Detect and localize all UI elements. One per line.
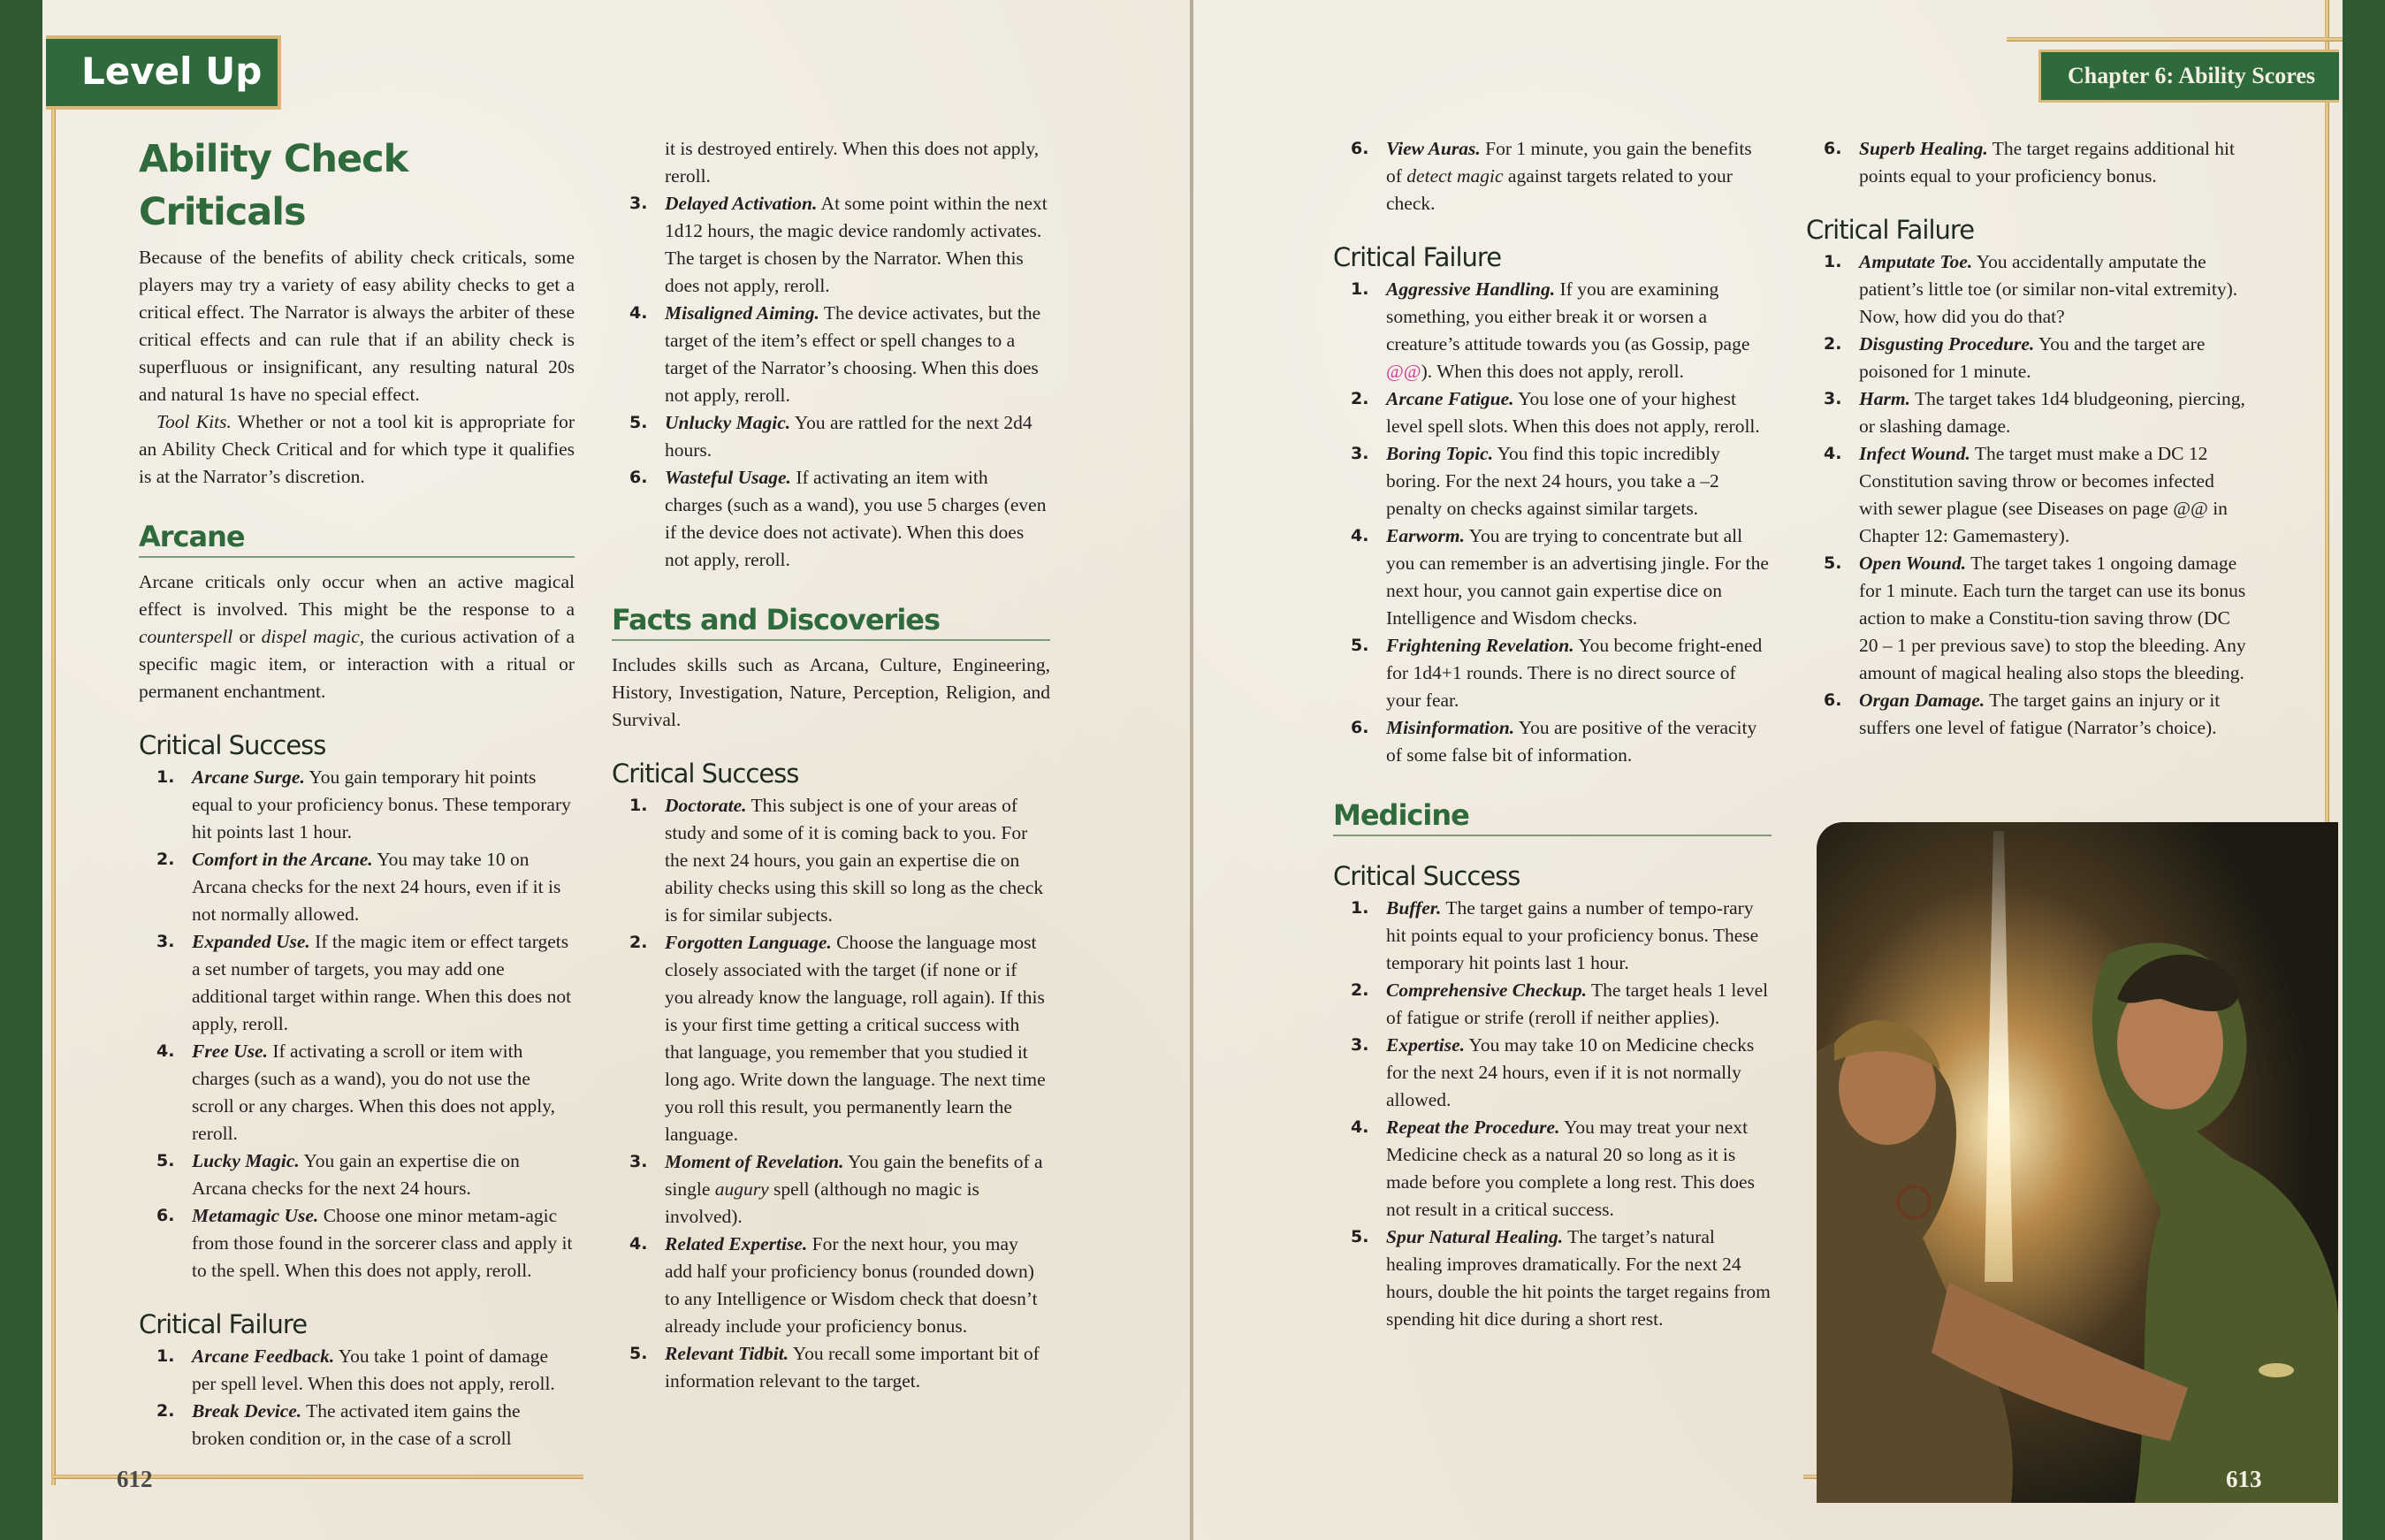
- item-text: If you are examining something, you either break it or worsen a creature’s attitude towards you (as Gossip, page: [1386, 278, 1750, 355]
- list-item: [1333, 1224, 1772, 1333]
- item-term: Frightening Revelation.: [1386, 635, 1574, 656]
- item-number: 4.: [629, 1234, 648, 1254]
- item-term: Related Expertise.: [665, 1233, 808, 1254]
- arcane-failure-list-cont: [612, 135, 1050, 574]
- item-number: 6.: [1824, 690, 1842, 710]
- facts-critical-failure-heading: Critical Failure: [1333, 242, 1502, 272]
- item-text: Choose one minor metam-agic from those found in the sorcerer class and apply it to the spell. When this does not apply, reroll.: [192, 1205, 573, 1281]
- list-item: [612, 1340, 1050, 1395]
- item-number: 4.: [1351, 526, 1369, 545]
- item-term: Relevant Tidbit.: [665, 1343, 789, 1364]
- page-gutter: [1190, 0, 1193, 1540]
- item-text: The target heals 1 level of fatigue or strife (reroll if neither applies).: [1386, 980, 1769, 1028]
- item-term: Delayed Activation.: [665, 193, 818, 214]
- arcane-text-2: or: [232, 626, 262, 647]
- item-number: 4.: [1824, 444, 1842, 463]
- item-term: Expertise.: [1386, 1034, 1465, 1056]
- item-text: You become fright-ened for 1d4+1 rounds. There is no direct source of your fear.: [1386, 635, 1763, 711]
- item-term: Superb Healing.: [1859, 138, 1988, 159]
- item-number: 1.: [1824, 252, 1842, 271]
- item-text: You and the target are poisoned for 1 minute.: [1859, 333, 2206, 382]
- item-term: Earworm.: [1386, 525, 1466, 546]
- item-term: Expanded Use.: [192, 931, 310, 952]
- healing-illustration-art: [1817, 822, 2338, 1503]
- item-text: Choose the language most closely associated with the target (if none or if you already know the language, roll again). If this is your first time getting a critical success with that language, you remember that you studied it long ago. Write down the language. The next time you roll this result, you permanently learn the language.: [665, 932, 1046, 1145]
- detect-magic-term: detect magic: [1406, 165, 1504, 187]
- list-item: [1333, 276, 1772, 385]
- item-number: 2.: [1351, 980, 1369, 1000]
- item-text: You find this topic incredibly boring. For the next 24 hours, you take a –2 penalty on checks against similar targets.: [1386, 443, 1720, 519]
- item-term: Forgotten Language.: [665, 932, 832, 953]
- item-text-2: spell (although no magic is involved).: [665, 1178, 979, 1227]
- list-item: [1333, 1114, 1772, 1224]
- list-item: [1333, 135, 1772, 217]
- item-number: 6.: [629, 468, 648, 487]
- item-text: You may treat your next Medicine check as a natural 20 so long as it is made before you complete a long rest. This does not result in a critical success.: [1386, 1117, 1755, 1220]
- item-term: Harm.: [1859, 388, 1910, 409]
- column-2: [612, 135, 1050, 1395]
- item-number: 2.: [156, 850, 175, 869]
- item-number: 4.: [1351, 1117, 1369, 1137]
- arcane-success-list: [139, 764, 575, 1285]
- item-number: 5.: [629, 1344, 648, 1363]
- list-item: [1333, 440, 1772, 522]
- list-item: [139, 1343, 575, 1398]
- list-item: [1333, 632, 1772, 714]
- item-number: 3.: [1351, 444, 1369, 463]
- item-term: Arcane Fatigue.: [1386, 388, 1514, 409]
- item-number: 1.: [156, 1346, 175, 1366]
- item-term: Break Device.: [192, 1400, 302, 1422]
- item-term: Unlucky Magic.: [665, 412, 791, 433]
- facts-heading: Facts and Discoveries: [612, 600, 1050, 641]
- item-term: Organ Damage.: [1859, 690, 1985, 711]
- arcane-critical-failure-heading: Critical Failure: [139, 1309, 308, 1339]
- arcane-failure-list: [139, 1343, 575, 1452]
- augury-term: augury: [714, 1178, 769, 1200]
- list-item: [612, 190, 1050, 300]
- gold-border-left: [51, 106, 56, 1485]
- item-text: For 1 minute, you gain the benefits of: [1386, 138, 1752, 187]
- medicine-critical-success-heading: Critical Success: [1333, 861, 1520, 891]
- list-item: [139, 764, 575, 846]
- item-term: Lucky Magic.: [192, 1150, 300, 1171]
- list-item: [1333, 895, 1772, 977]
- list-item: [612, 1148, 1050, 1231]
- list-item: [1806, 248, 2248, 331]
- item-number: 3.: [156, 932, 175, 951]
- toolkits-term: Tool Kits.: [156, 411, 232, 432]
- item-term: Arcane Feedback.: [192, 1346, 335, 1367]
- item-number: 3.: [629, 194, 648, 213]
- item-term: Infect Wound.: [1859, 443, 1970, 464]
- gold-border-top-right: [2007, 37, 2343, 42]
- item-text: If activating a scroll or item with charges (such as a wand), you do not use the scroll or any charges. When this does not apply, reroll.: [192, 1041, 555, 1144]
- item-text-2: against targets related to your check.: [1386, 165, 1733, 214]
- item-text: You may take 10 on Medicine checks for the next 24 hours, even if it is not normally allowed.: [1386, 1034, 1755, 1110]
- item-text: The target must make a DC 12 Constitution saving throw or becomes infected with sewer plague (see Diseases on page @@ in Chapter 12: Gamemastery).: [1859, 443, 2228, 546]
- counterspell-term: counterspell: [139, 626, 233, 647]
- list-item: [1806, 331, 2248, 385]
- item-term: Buffer.: [1386, 897, 1442, 919]
- item-text: it is destroyed entirely. When this does not apply, reroll.: [665, 138, 1040, 187]
- item-term: Moment of Revelation.: [665, 1151, 844, 1172]
- medicine-success-list: [1333, 895, 1772, 1333]
- item-text: The target regains additional hit points equal to your proficiency bonus.: [1859, 138, 2235, 187]
- item-number: 2.: [1824, 334, 1842, 354]
- healing-illustration: [1817, 822, 2338, 1503]
- item-number: 6.: [156, 1206, 175, 1225]
- arcane-paragraph: [139, 568, 575, 705]
- list-item: [139, 1038, 575, 1147]
- item-text: For the next hour, you may add half your proficiency bonus (rounded down) to any Intelligence or Wisdom check that doesn’t already include your proficiency bonus.: [665, 1233, 1038, 1337]
- item-term: Misinformation.: [1386, 717, 1515, 738]
- item-number: 1.: [1351, 279, 1369, 299]
- level-up-tab: [46, 35, 281, 110]
- item-number: 4.: [629, 303, 648, 323]
- toolkits-paragraph: [139, 408, 575, 491]
- item-text: The target takes 1 ongoing damage for 1 minute. Each turn the target can use its bonus action to make a Constitu-tion saving throw (DC 20 – 1 per previous save) to stop the bleeding. Any amount of magical healing also stops the bleeding.: [1859, 553, 2246, 683]
- item-term: Amputate Toe.: [1859, 251, 1973, 272]
- medicine-critical-failure-heading: Critical Failure: [1806, 215, 1975, 245]
- list-item: [1806, 385, 2248, 440]
- list-item: [612, 1231, 1050, 1340]
- item-number: 1.: [156, 767, 175, 787]
- list-item: [612, 792, 1050, 929]
- intro-paragraph: Because of the benefits of ability check criticals, some players may try a variety of easy ability checks to get a critical effect. The Narrator is always the arbiter of these critical effects and can rule that if an ability check is superfluous or insignificant, any resulting natural 20s and natural 1s have no special effect.: [139, 247, 575, 405]
- list-item: [139, 1202, 575, 1285]
- list-item: [612, 464, 1050, 574]
- item-number: 3.: [629, 1152, 648, 1171]
- item-term: Arcane Surge.: [192, 766, 305, 788]
- item-number: 3.: [1351, 1035, 1369, 1055]
- list-item: [1806, 550, 2248, 687]
- item-number: 2.: [156, 1401, 175, 1421]
- item-number: 5.: [1351, 636, 1369, 655]
- item-number: 1.: [629, 796, 648, 815]
- item-term: Free Use.: [192, 1041, 268, 1062]
- chapter-label: Chapter 6: Ability Scores: [2068, 63, 2315, 88]
- list-item: [1333, 385, 1772, 440]
- item-text: You may take 10 on Arcana checks for the next 24 hours, even if it is not normally allowed.: [192, 849, 561, 925]
- column-4: [1806, 135, 2248, 742]
- item-text: The device activates, but the target of the item’s effect or spell changes to a target of the Narrator’s choosing. When this does not apply, reroll.: [665, 302, 1041, 406]
- arcane-critical-success-heading: Critical Success: [139, 730, 326, 760]
- list-item: [1806, 135, 2248, 190]
- item-term: View Auras.: [1386, 138, 1481, 159]
- item-number: 5.: [629, 413, 648, 432]
- list-item: [1333, 1032, 1772, 1114]
- item-text: You gain temporary hit points equal to your proficiency bonus. These temporary hit points last 1 hour.: [192, 766, 571, 842]
- item-number: 1.: [1351, 898, 1369, 918]
- facts-success-list: [612, 792, 1050, 1395]
- list-item: [1806, 440, 2248, 550]
- page-number-right: 613: [2226, 1466, 2262, 1492]
- item-number: 5.: [1824, 553, 1842, 573]
- list-item-continued: [612, 135, 1050, 190]
- page-ref-placeholder: @@: [1386, 361, 1421, 382]
- item-number: 5.: [1351, 1227, 1369, 1246]
- facts-success-list-cont: [1333, 135, 1772, 217]
- candle-glow: [2259, 1363, 2294, 1377]
- item-term: Boring Topic.: [1386, 443, 1494, 464]
- item-term: Comprehensive Checkup.: [1386, 980, 1587, 1001]
- item-term: Repeat the Procedure.: [1386, 1117, 1560, 1138]
- item-text: The target gains a number of tempo-rary hit points equal to your proficiency bonus. These temporary hit points last 1 hour.: [1386, 897, 1759, 973]
- arcane-text-3: the curious activation of a specific magic item, or interaction with a ritual or permanent enchantment.: [139, 626, 575, 702]
- item-text: You recall some important bit of information relevant to the target.: [665, 1343, 1040, 1391]
- item-term: Wasteful Usage.: [665, 467, 791, 488]
- list-item: [1333, 714, 1772, 769]
- item-text: You are positive of the veracity of some false bit of information.: [1386, 717, 1757, 766]
- item-text: You take 1 point of damage per spell level. When this does not apply, reroll.: [192, 1346, 555, 1394]
- dispel-magic-term: dispel magic,: [261, 626, 365, 647]
- facts-paragraph: Includes skills such as Arcana, Culture, Engineering, History, Investigation, Nature, Perception, Religion, and Survival.: [612, 654, 1050, 730]
- item-term: Doctorate.: [665, 795, 747, 816]
- arcane-heading: Arcane: [139, 517, 575, 558]
- list-item: [612, 300, 1050, 409]
- item-text: If the magic item or effect targets a set number of targets, you may add one additional target within range. When this does not apply, reroll.: [192, 931, 572, 1034]
- item-number: 2.: [1351, 389, 1369, 408]
- item-text: You gain the benefits of a single: [665, 1151, 1043, 1200]
- column-1: [139, 133, 575, 1452]
- item-term: Aggressive Handling.: [1386, 278, 1556, 300]
- item-number: 4.: [156, 1041, 175, 1061]
- item-text: If activating an item with charges (such as a wand), you use 5 charges (even if the device does not activate). When this does not apply, reroll.: [665, 467, 1047, 570]
- chapter-tab: [2038, 50, 2339, 103]
- item-text-2: ). When this does not apply, reroll.: [1421, 361, 1684, 382]
- medicine-failure-list: [1806, 248, 2248, 742]
- page-number-left: 612: [117, 1466, 153, 1492]
- item-term: Spur Natural Healing.: [1386, 1226, 1564, 1247]
- item-text: This subject is one of your areas of study and some of it is coming back to you. For the next 24 hours, you gain an expertise die on ability checks using this skill so long as the check is for similar subjects.: [665, 795, 1044, 926]
- list-item: [139, 1398, 575, 1452]
- item-text: The target takes 1d4 bludgeoning, piercing, or slashing damage.: [1859, 388, 2245, 437]
- item-text: You gain an expertise die on Arcana checks for the next 24 hours.: [192, 1150, 520, 1199]
- facts-failure-list: [1333, 276, 1772, 769]
- list-item: [139, 1147, 575, 1202]
- item-term: Open Wound.: [1859, 553, 1967, 574]
- list-item: [1333, 522, 1772, 632]
- item-number: 2.: [629, 933, 648, 952]
- item-number: 6.: [1824, 139, 1842, 158]
- item-term: Misaligned Aiming.: [665, 302, 819, 324]
- item-text: You lose one of your highest level spell slots. When this does not apply, reroll.: [1386, 388, 1760, 437]
- item-term: Disgusting Procedure.: [1859, 333, 2035, 355]
- list-item: [612, 409, 1050, 464]
- level-up-label: Level Up: [81, 50, 263, 93]
- item-text: At some point within the next 1d12 hours, the magic device randomly activates. The target is chosen by the Narrator. When this does not apply, reroll.: [665, 193, 1048, 296]
- list-item: [139, 846, 575, 928]
- medicine-heading: Medicine: [1333, 796, 1772, 836]
- item-text: The target gains an injury or it suffers one level of fatigue (Narrator’s choice).: [1859, 690, 2221, 738]
- item-term: Comfort in the Arcane.: [192, 849, 373, 870]
- item-number: 6.: [1351, 718, 1369, 737]
- item-text: You are rattled for the next 2d4 hours.: [665, 412, 1032, 461]
- arcane-text-1: Arcane criticals only occur when an active magical effect is involved. This might be the response to a: [139, 571, 575, 620]
- section-title: Ability Check Criticals: [139, 137, 408, 234]
- column-3: [1333, 135, 1772, 1333]
- facts-critical-success-heading: Critical Success: [612, 759, 799, 789]
- item-number: 5.: [156, 1151, 175, 1170]
- item-text: The target’s natural healing improves dramatically. For the next 24 hours, double the hit points the target regains from spending hit dice during a short rest.: [1386, 1226, 1771, 1330]
- list-item: [1333, 977, 1772, 1032]
- list-item: [612, 929, 1050, 1148]
- item-term: Metamagic Use.: [192, 1205, 319, 1226]
- item-number: 6.: [1351, 139, 1369, 158]
- item-number: 3.: [1824, 389, 1842, 408]
- item-text: You accidentally amputate the patient’s little toe (or similar non-vital extremity). Now, how did you do that?: [1859, 251, 2238, 327]
- list-item: [1806, 687, 2248, 742]
- list-item: [139, 928, 575, 1038]
- medicine-success-list-cont: [1806, 135, 2248, 190]
- item-text: The activated item gains the broken condition or, in the case of a scroll: [192, 1400, 521, 1449]
- item-text: You are trying to concentrate but all you can remember is an advertising jingle. For the next hour, you cannot gain expertise dice on Intelligence and Wisdom checks.: [1386, 525, 1769, 629]
- toolkits-text: Whether or not a tool kit is appropriate for an Ability Check Critical and for which type it qualifies is at the Narrator’s discretion.: [139, 411, 575, 487]
